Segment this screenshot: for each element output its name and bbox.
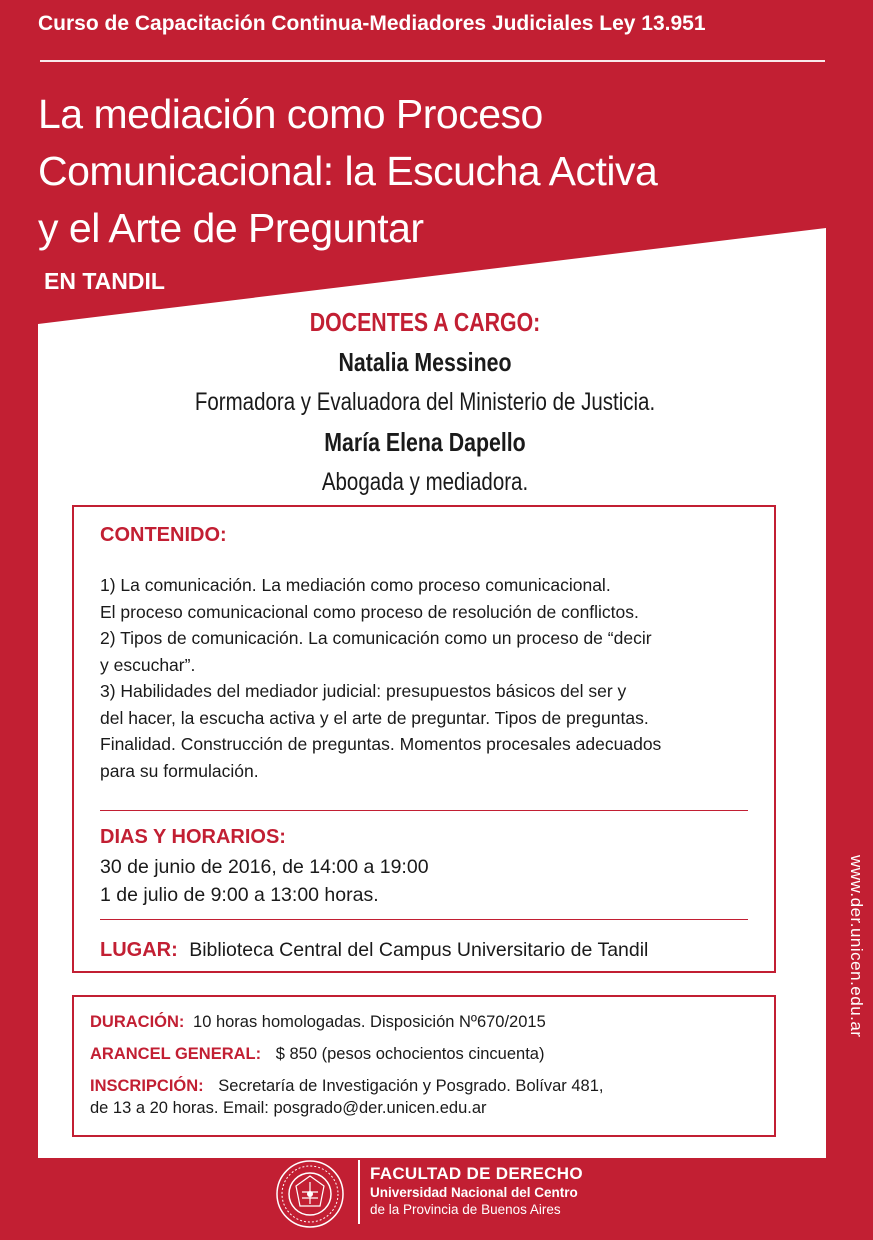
duration-row [90, 1013, 546, 1032]
place-row [100, 939, 648, 962]
fee-label: ARANCEL GENERAL: [90, 1045, 262, 1063]
content-heading: CONTENIDO: [100, 524, 227, 546]
faculty-block [370, 1164, 583, 1218]
university-seal [274, 1158, 346, 1230]
duration-label: DURACIÓN: [90, 1013, 185, 1031]
teachers-heading: DOCENTES A CARGO: [309, 307, 541, 337]
website-url[interactable]: www.der.unicen.edu.ar [847, 855, 866, 1038]
header-divider [40, 60, 825, 62]
content-line: El proceso comunicacional como proceso de resolución de conflictos. [100, 601, 639, 622]
faculty-name: FACULTAD DE DERECHO [370, 1164, 583, 1183]
registration-value: Secretaría de Investigación y Posgrado. Bolívar 481, [218, 1077, 604, 1095]
logo-divider [358, 1160, 360, 1224]
schedule-heading: DIAS Y HORARIOS: [100, 826, 286, 848]
content-line: para su formulación. [100, 760, 259, 781]
content-line: Finalidad. Construcción de preguntas. Momentos procesales adecuados [100, 734, 662, 754]
fee-value: $ 850 (pesos ochocientos cincuenta) [275, 1045, 545, 1063]
course-line: Curso de Capacitación Continua-Mediadores Judiciales Ley 13.951 [38, 12, 706, 35]
duration-value: 10 horas homologadas. Disposición Nº670/2015 [193, 1013, 546, 1031]
schedule-line: 30 de junio de 2016, de 14:00 a 19:00 [100, 856, 429, 878]
section-divider [100, 810, 748, 811]
registration-row [90, 1077, 604, 1096]
content-line: y escuchar”. [100, 654, 196, 675]
teachers-section [80, 302, 770, 502]
place-label: LUGAR: [100, 939, 178, 961]
registration-label: INSCRIPCIÓN: [90, 1077, 204, 1095]
registration-row-2: de 13 a 20 horas. Email: posgrado@der.unicen.edu.ar [90, 1099, 487, 1117]
teacher-role: Abogada y mediadora. [321, 468, 529, 496]
location-label: EN TANDIL [44, 268, 165, 294]
place-value: Biblioteca Central del Campus Universitario de Tandil [189, 939, 649, 961]
title-line: La mediación como Proceso [38, 91, 543, 137]
content-line: 2) Tipos de comunicación. La comunicación como un proceso de “decir [100, 628, 652, 648]
seal-icon [274, 1158, 346, 1230]
schedule-line: 1 de julio de 9:00 a 13:00 horas. [100, 884, 379, 906]
title-line: Comunicacional: la Escucha Activa [38, 148, 658, 194]
province-name: de la Provincia de Buenos Aires [370, 1202, 561, 1217]
content-list [100, 572, 760, 784]
teacher-name: María Elena Dapello [324, 427, 526, 457]
page-title [38, 86, 838, 257]
teacher-name: Natalia Messineo [338, 347, 512, 377]
content-line: 3) Habilidades del mediador judicial: presupuestos básicos del ser y [100, 681, 627, 701]
fee-row [90, 1045, 544, 1064]
title-line: y el Arte de Preguntar [38, 205, 424, 251]
content-line: 1) La comunicación. La mediación como proceso comunicacional. [100, 575, 611, 595]
teacher-role: Formadora y Evaluadora del Ministerio de Justicia. [194, 388, 656, 416]
content-line: del hacer, la escucha activa y el arte de preguntar. Tipos de preguntas. [100, 707, 649, 728]
schedule-lines [100, 853, 429, 909]
section-divider [100, 919, 748, 920]
university-name: Universidad Nacional del Centro [370, 1185, 578, 1200]
